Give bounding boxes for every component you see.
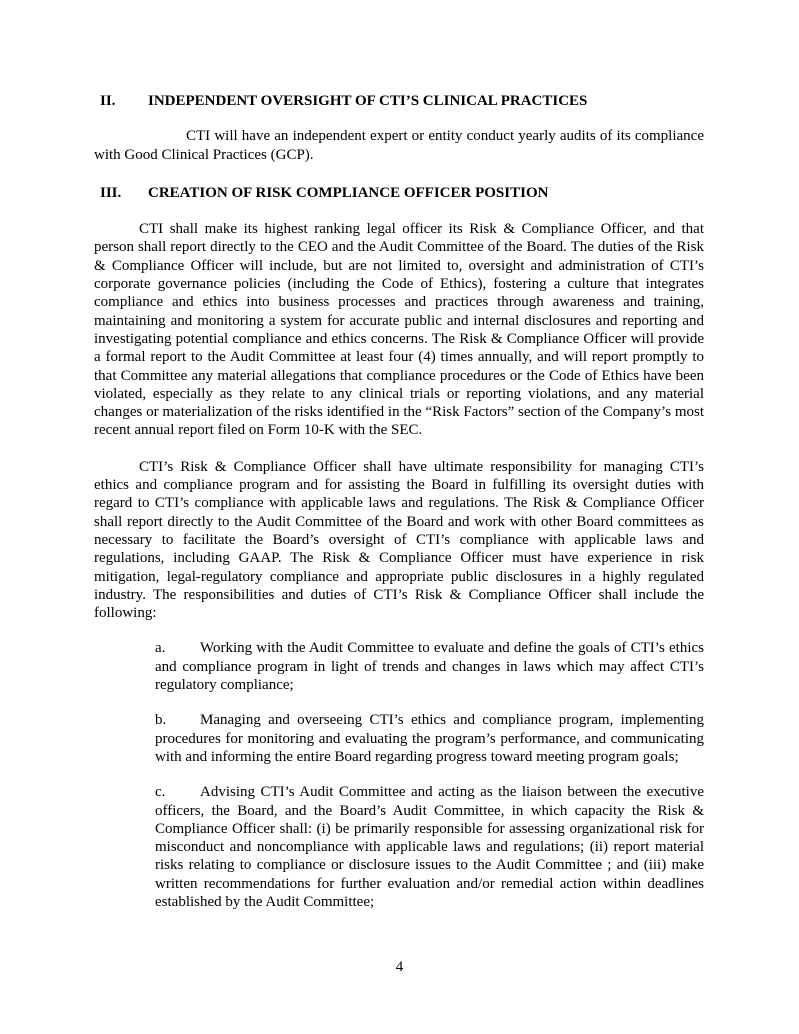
list-item-label: a.: [155, 640, 166, 657]
paragraph-risk-officer-duties: CTI shall make its highest ranking legal officer its Risk & Compliance Officer, and that person shall report directly to the CEO and the Audit Committee of the Board. The duties of the Risk & Compliance Officer will include, but are not limited to, oversight and administration of CTI’s corporate governance policies (including the Code of Ethics), fostering a culture that integrates compliance and ethics into business processes and practices through awareness and training, maintaining and monitoring a system for accurate public and internal disclosures and reporting and investigating potential compliance and ethics concerns. The Risk & Compliance Officer will provide a formal report to the Audit Committee at least four (4) times annually, and will report promptly to that Committee any material allegations that compliance procedures or the Code of Ethics have been violated, especially as they relate to any clinical trials or reporting violations, and any material changes or materialization of the risks identified in the “Risk Factors” section of the Company’s most recent annual report filed on Form 10-K with the SEC.: [94, 221, 704, 439]
paragraph-risk-officer-responsibilities: CTI’s Risk & Compliance Officer shall have ultimate responsibility for managing CTI’s ethics and compliance program and for assisting the Board in fulfilling its oversight duties with regard to CTI’s compliance with applicable laws and regulations. The Risk & Compliance Officer shall report directly to the Audit Committee of the Board and work with other Board committees as necessary to facilitate the Board’s oversight of CTI’s compliance with applicable laws and regulations, including GAAP. The Risk & Compliance Officer must have experience in risk mitigation, legal-regulatory compliance and appropriate public disclosures in a highly regulated industry. The responsibilities and duties of CTI’s Risk & Compliance Officer shall include the following:: [94, 458, 704, 622]
section-title: INDEPENDENT OVERSIGHT OF CTI’S CLINICAL PRACTICES: [148, 93, 588, 109]
list-item-text: Advising CTI’s Audit Committee and acting as the liaison between the executive officers, the Board, and the Board’s Audit Committee, in which capacity the Risk & Compliance Officer shall: (i) be primarily responsible for assessing organizational risk for misconduct and noncompliance with applicable laws and regulations; (ii) report material risks relating to compliance or disclosure issues to the Audit Committee ; and (iii) make written recommendations for further evaluation and/or remedial action within deadlines established by the Audit Committee;: [155, 784, 704, 910]
list-item-a: [155, 639, 704, 694]
section-number: II.: [100, 93, 116, 109]
section-title: CREATION OF RISK COMPLIANCE OFFICER POSITION: [148, 184, 549, 201]
list-item-label: b.: [155, 712, 167, 729]
paragraph-gcp-audit: CTI will have an independent expert or entity conduct yearly audits of its compliance with Good Clinical Practices (GCP).: [94, 128, 704, 163]
page-number: 4: [395, 958, 404, 975]
list-item-b: [155, 711, 704, 766]
list-item-text: Managing and overseeing CTI’s ethics and compliance program, implementing procedures for monitoring and evaluating the program’s performance, and communicating with and informing the entire Board regarding progress toward meeting program goals;: [155, 712, 704, 765]
section-heading-ii: [100, 92, 704, 110]
list-item-label: c.: [155, 784, 166, 801]
list-item-text: Working with the Audit Committee to evaluate and define the goals of CTI’s ethics and compliance program in light of trends and changes in laws which may affect CTI’s regulatory compliance;: [155, 640, 704, 694]
list-item-c: [155, 783, 704, 911]
section-number: III.: [100, 184, 122, 201]
section-heading-iii: [100, 184, 704, 202]
